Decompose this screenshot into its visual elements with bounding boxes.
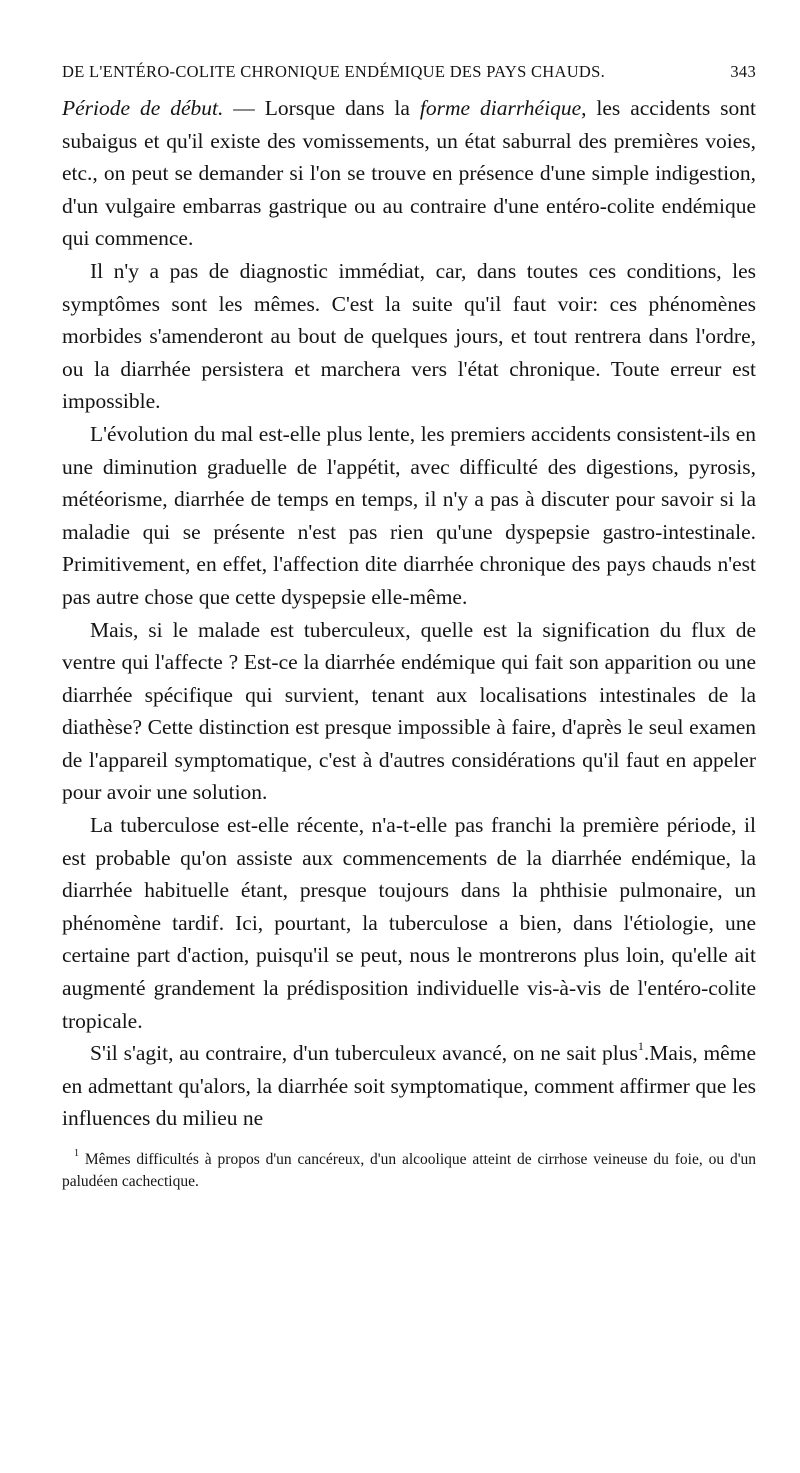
paragraph-text: S'il s'agit, au contraire, d'un tuberculeux avancé, on ne sait plus xyxy=(90,1041,638,1066)
book-page xyxy=(62,62,756,1193)
running-title: DE L'ENTÉRO-COLITE CHRONIQUE ENDÉMIQUE DES PAYS CHAUDS. xyxy=(62,62,606,81)
footnote-text: Mêmes difficultés à propos d'un cancéreux, d'un alcoolique atteint de cirrhose veineuse du foie, ou d'un paludéen cachectique. xyxy=(62,1151,756,1190)
paragraph: Il n'y a pas de diagnostic immédiat, car, dans toutes ces conditions, les symptômes sont les mêmes. C'est la suite qu'il faut voir: ces phénomènes morbides s'amenderont au bout de quelques jours, et tout rentrera dans l'ordre, ou la diarrhée persistera et marchera vers l'état chronique. Toute erreur est impossible. xyxy=(62,258,756,414)
footnote-reference: 1 xyxy=(637,1039,644,1054)
paragraph-text: — Lorsque dans la xyxy=(223,96,420,120)
footnote xyxy=(62,1149,756,1193)
footnote-mark: 1 xyxy=(74,1147,79,1159)
paragraph-with-footnote xyxy=(62,1037,756,1135)
body-text xyxy=(62,92,756,1135)
paragraph-text: , les accidents sont subaigus et qu'il existe des vomissements, un état saburral des premières voies, etc., on peut se demander si l'on se trouve en présence d'une simple indigestion, d'un vulgaire embarras gastrique ou au contraire d'une entéro-colite endémique qui commence. xyxy=(62,96,756,251)
italic-term: forme diarrhéique xyxy=(419,96,582,120)
paragraph: Mais, si le malade est tuberculeux, quelle est la signification du flux de ventre qui l'affecte ? Est-ce la diarrhée endémique qui fait son apparition ou une diarrhée spécifique qui survient, tenant aux localisations intestinales de la diathèse? Cette distinction est presque impossible à faire, d'après le seul examen de l'appareil symptomatique, c'est à d'autres considérations qu'il faut en appeler pour avoir une solution. xyxy=(62,617,756,805)
paragraph-periode-de-debut xyxy=(62,92,756,255)
paragraph: La tuberculose est-elle récente, n'a-t-elle pas franchi la première période, il est probable qu'on assiste aux commencements de la diarrhée endémique, la diarrhée habituelle étant, presque toujours dans la phthisie pulmonaire, un phénomène tardif. Ici, pourtant, la tuberculose a bien, dans l'étiologie, une certaine part d'action, puisqu'il se peut, nous le montrerons plus loin, qu'elle ait augmenté grandement la prédisposition individuelle vis-à-vis de l'entéro-colite tropicale. xyxy=(62,813,756,1033)
section-lead-italic: Période de début. xyxy=(62,96,224,120)
paragraph: L'évolution du mal est-elle plus lente, les premiers accidents consistent-ils en une diminution graduelle de l'appétit, avec difficulté des digestions, pyrosis, météorisme, diarrhée de temps en temps, il n'y a pas à discuter pour savoir si la maladie qui se présente n'est pas rien qu'une dyspepsie gastro-intestinale. Primitivement, en effet, l'affection dite diarrhée chronique des pays chauds n'est pas autre chose que cette dyspepsie elle-même. xyxy=(62,421,756,609)
running-head xyxy=(62,62,756,82)
page-number: 343 xyxy=(730,62,756,81)
paragraph-text: .Mais, même en admettant qu'alors, la diarrhée soit symptomatique, comment affirmer que les influences du milieu ne xyxy=(62,1041,756,1131)
